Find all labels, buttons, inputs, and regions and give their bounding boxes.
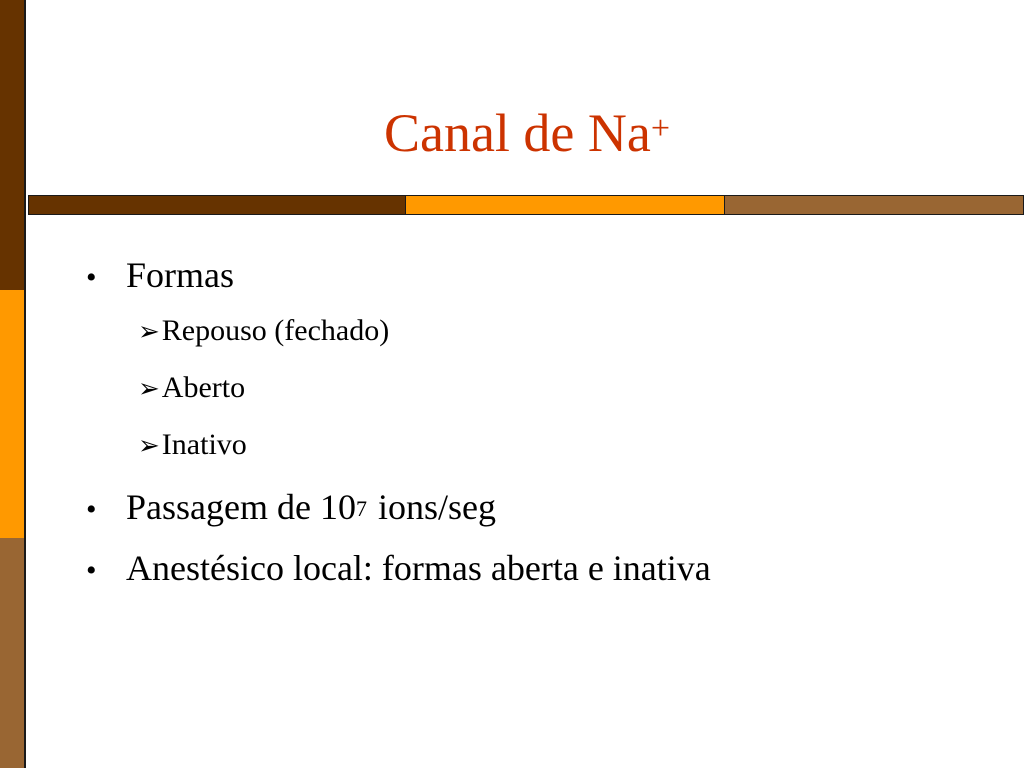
bullet-text: Anestésico local: formas aberta e inativa [126,548,711,588]
title-text: Canal de Na [383,103,651,163]
arrow-bullet-icon: ➢ [138,374,160,403]
arrow-bullet-icon: ➢ [138,317,160,346]
bullet-superscript: 7 [355,496,367,521]
arrow-bullet-icon: ➢ [138,431,160,460]
bullet-icon: • [86,493,97,526]
sub-item-text: Inativo [161,428,247,461]
sub-item-text: Aberto [161,371,246,404]
slide-title [30,100,1024,166]
left-bar-segment-light [0,538,26,768]
left-accent-bar [0,0,26,768]
bullet-icon: • [86,261,97,294]
divider-segment-orange [406,196,725,214]
sub-item-repouso [138,311,1006,352]
bullet-text-after: ions/seg [368,487,496,527]
bullet-text [126,482,496,532]
divider-segment-light [725,196,1023,214]
bullet-text-before: Passagem de 10 [126,487,356,527]
left-bar-segment-orange [0,290,26,538]
title-divider-bar [28,195,1024,215]
bullet-item-passagem [86,482,1006,535]
bullet-icon: • [86,554,97,587]
bullet-item-anestesico [86,543,1006,596]
sub-item-inativo [138,425,1006,466]
sub-item-text: Repouso (fechado) [161,314,390,347]
bullet-list [86,250,1006,604]
bullet-text: Formas [126,255,234,295]
title-superscript: + [650,110,671,147]
bullet-item-formas [86,250,1006,303]
left-bar-segment-dark [0,0,26,290]
divider-segment-dark [29,196,406,214]
sub-item-aberto [138,368,1006,409]
